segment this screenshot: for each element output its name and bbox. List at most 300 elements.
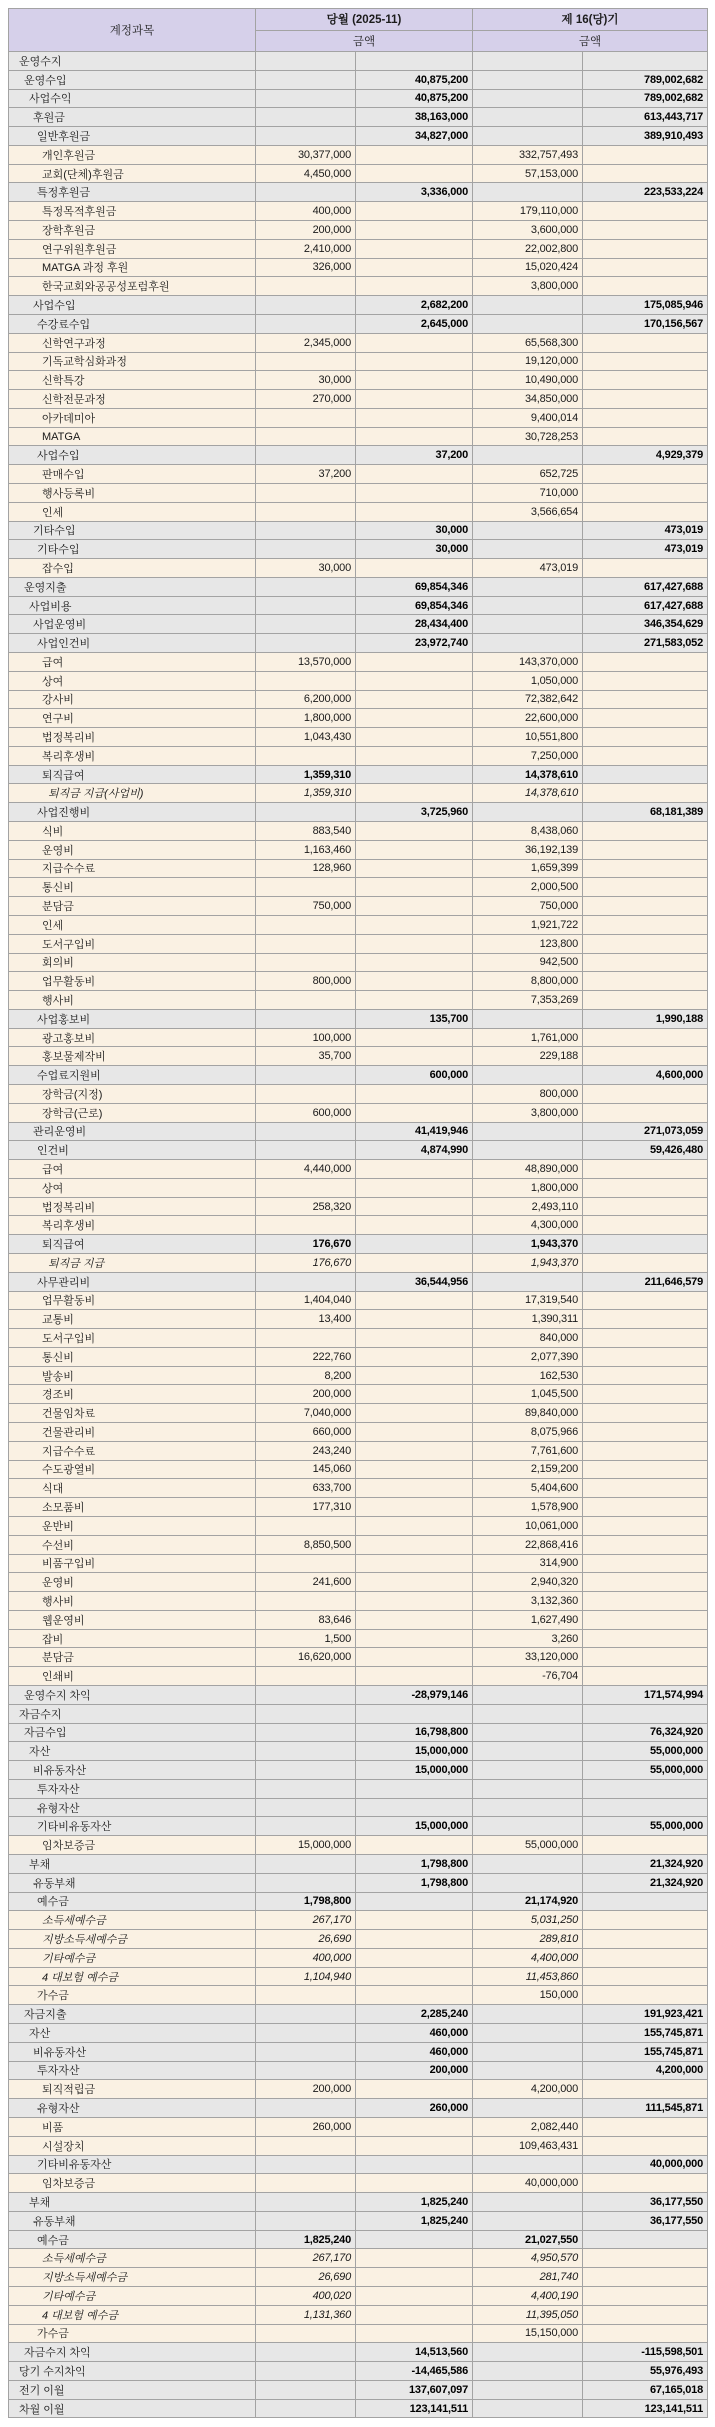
amount-cell: 171,574,994 (583, 1685, 708, 1704)
table-row (9, 1141, 708, 1160)
table-row (9, 221, 708, 240)
amount-cell: 41,419,946 (356, 1122, 473, 1141)
amount-cell (256, 1798, 356, 1817)
amount-cell: 7,353,269 (473, 991, 583, 1010)
amount-cell (473, 1873, 583, 1892)
amount-cell: 55,000,000 (583, 1817, 708, 1836)
table-row (9, 239, 708, 258)
table-row (9, 1817, 708, 1836)
amount-cell (583, 1554, 708, 1573)
amount-cell (356, 2174, 473, 2193)
amount-cell: 3,800,000 (473, 277, 583, 296)
account-name-cell: 운영비 (9, 840, 256, 859)
amount-cell (356, 1573, 473, 1592)
amount-cell: 128,960 (256, 859, 356, 878)
table-row (9, 540, 708, 559)
amount-cell: 30,000 (356, 521, 473, 540)
account-name-cell: 인건비 (9, 1141, 256, 1160)
amount-cell (356, 1216, 473, 1235)
amount-cell (583, 2268, 708, 2287)
amount-cell: 1,045,500 (473, 1385, 583, 1404)
amount-cell (356, 1986, 473, 2005)
account-name-cell: 식비 (9, 822, 256, 841)
account-name-cell: 발송비 (9, 1366, 256, 1385)
amount-cell: 33,120,000 (473, 1648, 583, 1667)
amount-cell (356, 559, 473, 578)
account-name-cell: 일반후원금 (9, 127, 256, 146)
amount-cell (256, 953, 356, 972)
amount-cell (356, 1197, 473, 1216)
table-row (9, 671, 708, 690)
amount-cell (356, 653, 473, 672)
amount-cell: 267,170 (256, 1911, 356, 1930)
amount-cell: 21,027,550 (473, 2230, 583, 2249)
amount-cell: 176,670 (256, 1235, 356, 1254)
amount-cell (583, 1911, 708, 1930)
amount-cell: 1,627,490 (473, 1610, 583, 1629)
account-name-cell: 급여 (9, 1160, 256, 1179)
amount-cell: 19,120,000 (473, 352, 583, 371)
amount-cell: 10,061,000 (473, 1516, 583, 1535)
amount-cell (583, 2174, 708, 2193)
amount-cell (583, 1254, 708, 1273)
table-row (9, 70, 708, 89)
header-amount-period: 금액 (473, 30, 708, 52)
amount-cell: 314,900 (473, 1554, 583, 1573)
amount-cell (256, 1855, 356, 1874)
amount-cell: 1,990,188 (583, 1009, 708, 1028)
table-row (9, 1516, 708, 1535)
amount-cell: 2,682,200 (356, 296, 473, 315)
account-name-cell: 운영수지 (9, 52, 256, 71)
amount-cell (256, 2324, 356, 2343)
amount-cell (356, 483, 473, 502)
table-row (9, 314, 708, 333)
account-name-cell: 운영지출 (9, 577, 256, 596)
amount-cell (356, 840, 473, 859)
amount-cell: 30,728,253 (473, 427, 583, 446)
amount-cell (256, 2024, 356, 2043)
account-name-cell: 업무활동비 (9, 972, 256, 991)
amount-cell: 2,000,500 (473, 878, 583, 897)
amount-cell (356, 1948, 473, 1967)
amount-cell (583, 1948, 708, 1967)
amount-cell (356, 1160, 473, 1179)
amount-cell (356, 221, 473, 240)
amount-cell: 4,200,000 (583, 2061, 708, 2080)
amount-cell (356, 2268, 473, 2287)
amount-cell (256, 991, 356, 1010)
account-name-cell: 예수금 (9, 1892, 256, 1911)
amount-cell: 170,156,567 (583, 314, 708, 333)
amount-cell (356, 1704, 473, 1723)
table-row (9, 1948, 708, 1967)
account-name-cell: 비유동자산 (9, 1761, 256, 1780)
account-name-cell: 행사등록비 (9, 483, 256, 502)
amount-cell: 4,200,000 (473, 2080, 583, 2099)
account-name-cell: 임차보증금 (9, 1836, 256, 1855)
amount-cell (256, 70, 356, 89)
table-row (9, 1498, 708, 1517)
amount-cell (356, 352, 473, 371)
amount-cell (356, 1310, 473, 1329)
amount-cell (356, 671, 473, 690)
amount-cell (256, 1986, 356, 2005)
amount-cell (583, 1648, 708, 1667)
amount-cell (583, 1235, 708, 1254)
header-period-16: 제 16(당)기 (473, 9, 708, 31)
account-name-cell: 임차보증금 (9, 2174, 256, 2193)
account-name-cell: 급여 (9, 653, 256, 672)
account-name-cell: 자금수입 (9, 1723, 256, 1742)
table-row (9, 333, 708, 352)
amount-cell (356, 934, 473, 953)
amount-cell: 223,533,224 (583, 183, 708, 202)
amount-cell: 4,440,000 (256, 1160, 356, 1179)
amount-cell: 55,000,000 (583, 1761, 708, 1780)
amount-cell (256, 915, 356, 934)
amount-cell (583, 840, 708, 859)
account-name-cell: 유동부채 (9, 1873, 256, 1892)
amount-cell (473, 615, 583, 634)
amount-cell (473, 2380, 583, 2399)
amount-cell (356, 258, 473, 277)
amount-cell (583, 1986, 708, 2005)
amount-cell (256, 1122, 356, 1141)
amount-cell: 14,378,610 (473, 784, 583, 803)
amount-cell (583, 1798, 708, 1817)
amount-cell (583, 1704, 708, 1723)
amount-cell: 3,260 (473, 1629, 583, 1648)
table-row (9, 1798, 708, 1817)
table-row (9, 822, 708, 841)
table-row (9, 1009, 708, 1028)
amount-cell (356, 746, 473, 765)
amount-cell (256, 483, 356, 502)
amount-cell: 2,082,440 (473, 2117, 583, 2136)
amount-cell (356, 2286, 473, 2305)
table-row (9, 840, 708, 859)
account-name-cell: 자금지출 (9, 2005, 256, 2024)
table-row (9, 1930, 708, 1949)
amount-cell: 55,976,493 (583, 2362, 708, 2381)
table-row (9, 2268, 708, 2287)
account-name-cell: 전기 이월 (9, 2380, 256, 2399)
account-name-cell: 건물관리비 (9, 1423, 256, 1442)
account-name-cell: 비품구입비 (9, 1554, 256, 1573)
account-name-cell: 판매수입 (9, 465, 256, 484)
amount-cell (583, 239, 708, 258)
account-name-cell: 사업수입 (9, 296, 256, 315)
table-row (9, 1967, 708, 1986)
amount-cell (356, 1366, 473, 1385)
amount-cell (583, 915, 708, 934)
amount-cell (473, 314, 583, 333)
amount-cell: 4,400,000 (473, 1948, 583, 1967)
amount-cell (356, 1291, 473, 1310)
amount-cell: 11,453,860 (473, 1967, 583, 1986)
table-row (9, 1892, 708, 1911)
amount-cell (356, 390, 473, 409)
amount-cell: 23,972,740 (356, 634, 473, 653)
table-row (9, 1761, 708, 1780)
table-row (9, 915, 708, 934)
table-row (9, 803, 708, 822)
amount-cell (256, 2005, 356, 2024)
account-name-cell: 당기 수지차익 (9, 2362, 256, 2381)
amount-cell (356, 690, 473, 709)
amount-cell (356, 1535, 473, 1554)
amount-cell: 10,551,800 (473, 728, 583, 747)
amount-cell: 241,600 (256, 1573, 356, 1592)
account-name-cell: 특정목적후원금 (9, 202, 256, 221)
amount-cell (473, 52, 583, 71)
amount-cell: 1,390,311 (473, 1310, 583, 1329)
amount-cell: 4,400,190 (473, 2286, 583, 2305)
table-row (9, 52, 708, 71)
account-statement-table (8, 8, 708, 2418)
amount-cell (473, 108, 583, 127)
amount-cell (473, 1798, 583, 1817)
table-row (9, 2249, 708, 2268)
table-row (9, 1160, 708, 1179)
table-row (9, 972, 708, 991)
header-amount-current: 금액 (256, 30, 473, 52)
table-row (9, 164, 708, 183)
amount-cell (473, 521, 583, 540)
table-row (9, 1723, 708, 1742)
amount-cell: 2,940,320 (473, 1573, 583, 1592)
amount-cell (473, 577, 583, 596)
amount-cell: 840,000 (473, 1329, 583, 1348)
amount-cell: 22,600,000 (473, 709, 583, 728)
amount-cell (356, 1667, 473, 1686)
amount-cell (583, 164, 708, 183)
account-name-cell: 사업운영비 (9, 615, 256, 634)
account-name-cell: MATGA (9, 427, 256, 446)
amount-cell: 326,000 (256, 258, 356, 277)
account-name-cell: 퇴직급여 (9, 765, 256, 784)
amount-cell: 260,000 (356, 2099, 473, 2118)
amount-cell: 750,000 (473, 897, 583, 916)
table-row (9, 1441, 708, 1460)
amount-cell (356, 164, 473, 183)
amount-cell: 600,000 (256, 1103, 356, 1122)
amount-cell (473, 183, 583, 202)
account-name-cell: 운영수입 (9, 70, 256, 89)
amount-cell: 3,566,654 (473, 502, 583, 521)
account-name-cell: 장학금(근로) (9, 1103, 256, 1122)
table-row (9, 1704, 708, 1723)
amount-cell (473, 2099, 583, 2118)
amount-cell (473, 2343, 583, 2362)
table-row (9, 934, 708, 953)
amount-cell (473, 1009, 583, 1028)
table-row (9, 2061, 708, 2080)
amount-cell: 34,827,000 (356, 127, 473, 146)
amount-cell (356, 1028, 473, 1047)
amount-cell: 15,000,000 (256, 1836, 356, 1855)
amount-cell (356, 953, 473, 972)
amount-cell (356, 333, 473, 352)
amount-cell (583, 1498, 708, 1517)
account-name-cell: 가수금 (9, 1986, 256, 2005)
account-name-cell: 잡수입 (9, 559, 256, 578)
amount-cell (583, 2136, 708, 2155)
amount-cell: 8,800,000 (473, 972, 583, 991)
amount-cell: 1,404,040 (256, 1291, 356, 1310)
amount-cell (583, 465, 708, 484)
table-row (9, 2024, 708, 2043)
amount-cell: 1,943,370 (473, 1254, 583, 1273)
amount-cell (356, 1554, 473, 1573)
table-row (9, 1066, 708, 1085)
table-row (9, 2343, 708, 2362)
account-name-cell: 4 대보험 예수금 (9, 1967, 256, 1986)
amount-cell: 600,000 (356, 1066, 473, 1085)
amount-cell: 2,345,000 (256, 333, 356, 352)
amount-cell (583, 1479, 708, 1498)
amount-cell (356, 1911, 473, 1930)
amount-cell (256, 1009, 356, 1028)
amount-cell (473, 1855, 583, 1874)
amount-cell: 36,177,550 (583, 2193, 708, 2212)
amount-cell (583, 1160, 708, 1179)
amount-cell: 89,840,000 (473, 1404, 583, 1423)
table-row (9, 2117, 708, 2136)
amount-cell: 22,868,416 (473, 1535, 583, 1554)
account-name-cell: 수업료지원비 (9, 1066, 256, 1085)
amount-cell: 346,354,629 (583, 615, 708, 634)
amount-cell (356, 728, 473, 747)
amount-cell: 2,285,240 (356, 2005, 473, 2024)
account-name-cell: 신학특강 (9, 371, 256, 390)
amount-cell: 270,000 (256, 390, 356, 409)
table-row (9, 859, 708, 878)
amount-cell: 200,000 (256, 2080, 356, 2099)
amount-cell (473, 634, 583, 653)
table-row (9, 1667, 708, 1686)
amount-cell (473, 2362, 583, 2381)
amount-cell: 37,200 (356, 446, 473, 465)
account-name-cell: 시설장치 (9, 2136, 256, 2155)
amount-cell (256, 615, 356, 634)
amount-cell (583, 1103, 708, 1122)
account-name-cell: 사업진행비 (9, 803, 256, 822)
amount-cell (256, 2211, 356, 2230)
amount-cell (256, 1873, 356, 1892)
account-name-cell: 연구위원후원금 (9, 239, 256, 258)
amount-cell (356, 371, 473, 390)
table-row (9, 1554, 708, 1573)
table-row (9, 108, 708, 127)
amount-cell (583, 258, 708, 277)
amount-cell: 67,165,018 (583, 2380, 708, 2399)
amount-cell (583, 1441, 708, 1460)
amount-cell: 36,177,550 (583, 2211, 708, 2230)
account-name-cell: 수도광열비 (9, 1460, 256, 1479)
amount-cell: 123,141,511 (356, 2399, 473, 2418)
table-row (9, 2362, 708, 2381)
amount-cell (473, 596, 583, 615)
account-name-cell: 기타예수금 (9, 1948, 256, 1967)
table-row (9, 390, 708, 409)
account-name-cell: 비품 (9, 2117, 256, 2136)
amount-cell (583, 1385, 708, 1404)
amount-cell (256, 1667, 356, 1686)
amount-cell (256, 2042, 356, 2061)
amount-cell: 750,000 (256, 897, 356, 916)
amount-cell (356, 1930, 473, 1949)
amount-cell: 69,854,346 (356, 596, 473, 615)
amount-cell (583, 1291, 708, 1310)
amount-cell: 150,000 (473, 1986, 583, 2005)
amount-cell (256, 521, 356, 540)
amount-cell: 30,000 (256, 559, 356, 578)
amount-cell: 800,000 (256, 972, 356, 991)
amount-cell (473, 803, 583, 822)
amount-cell: 3,725,960 (356, 803, 473, 822)
amount-cell (473, 2193, 583, 2212)
amount-cell: 72,382,642 (473, 690, 583, 709)
amount-cell: 15,000,000 (356, 1761, 473, 1780)
table-row (9, 1592, 708, 1611)
amount-cell: 175,085,946 (583, 296, 708, 315)
amount-cell (473, 1779, 583, 1798)
amount-cell (356, 1629, 473, 1648)
table-row (9, 371, 708, 390)
amount-cell (473, 127, 583, 146)
amount-cell (256, 577, 356, 596)
amount-cell (583, 390, 708, 409)
amount-cell (356, 1460, 473, 1479)
account-name-cell: 비유동자산 (9, 2042, 256, 2061)
table-row (9, 502, 708, 521)
amount-cell: 4,450,000 (256, 164, 356, 183)
table-row (9, 991, 708, 1010)
amount-cell: 30,000 (356, 540, 473, 559)
table-row (9, 127, 708, 146)
amount-cell: 200,000 (256, 1385, 356, 1404)
amount-cell: 617,427,688 (583, 596, 708, 615)
amount-cell (583, 221, 708, 240)
amount-cell: 1,578,900 (473, 1498, 583, 1517)
amount-cell: 473,019 (473, 559, 583, 578)
account-name-cell: 사무관리비 (9, 1272, 256, 1291)
amount-cell (583, 653, 708, 672)
amount-cell (473, 1761, 583, 1780)
amount-cell (356, 1592, 473, 1611)
account-name-cell: 자금수지 차익 (9, 2343, 256, 2362)
amount-cell: 17,319,540 (473, 1291, 583, 1310)
table-row (9, 1047, 708, 1066)
account-name-cell: 장학금(지정) (9, 1084, 256, 1103)
amount-cell (473, 2155, 583, 2174)
header-account-title: 계정과목 (9, 9, 256, 52)
amount-cell: 191,923,421 (583, 2005, 708, 2024)
amount-cell: 942,500 (473, 953, 583, 972)
amount-cell: -28,979,146 (356, 1685, 473, 1704)
amount-cell (256, 934, 356, 953)
amount-cell: 16,620,000 (256, 1648, 356, 1667)
amount-cell: 281,740 (473, 2268, 583, 2287)
account-name-cell: 자산 (9, 1742, 256, 1761)
amount-cell (356, 1329, 473, 1348)
table-row (9, 183, 708, 202)
amount-cell: 389,910,493 (583, 127, 708, 146)
amount-cell (356, 1836, 473, 1855)
table-row (9, 1404, 708, 1423)
